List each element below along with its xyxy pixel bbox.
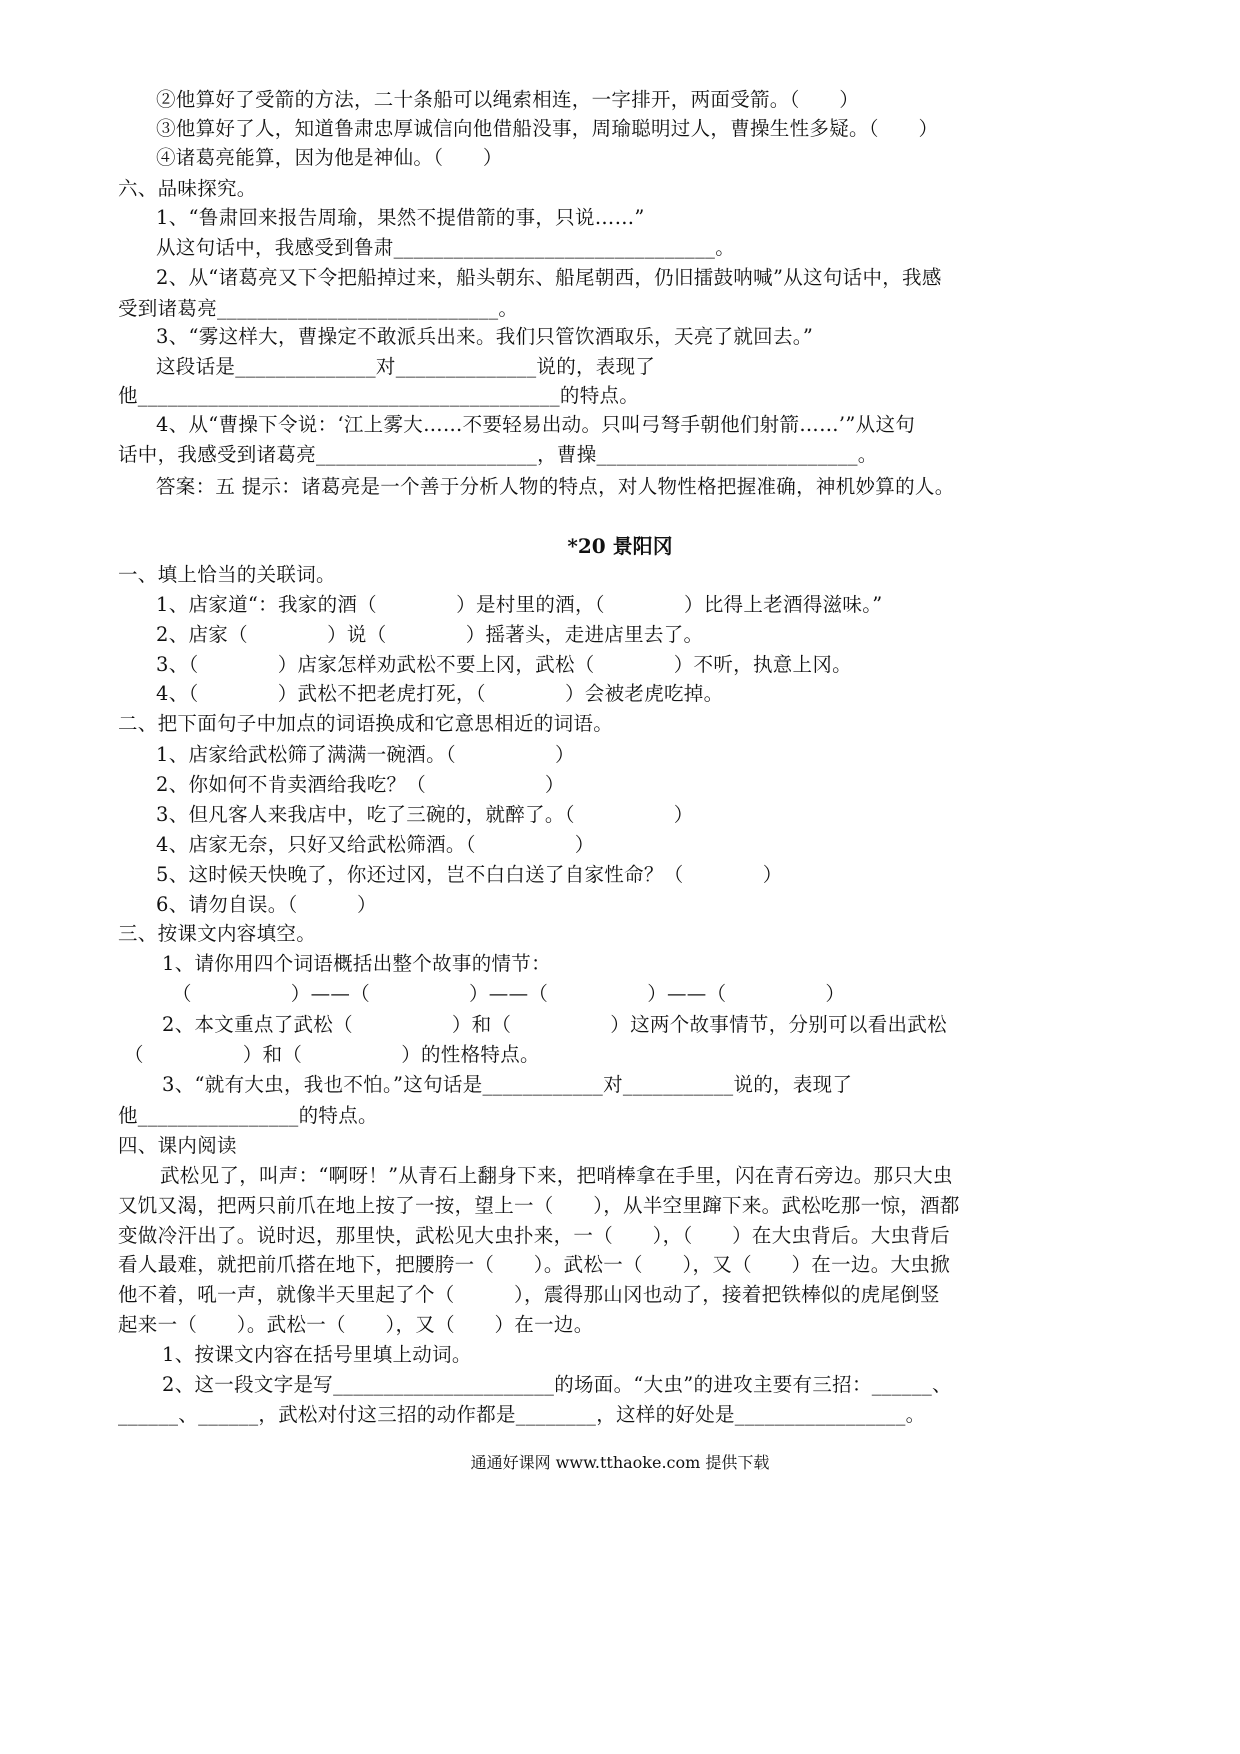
- text-line: 这段话是______________对______________说的，表现了: [156, 355, 656, 378]
- passage-line: 变做冷汗出了。说时迟，那里快，武松见大虫扑来，一（ ），（ ）在大虫背后。大虫背后: [118, 1224, 950, 1247]
- text-line: 2、店家（ ）说（ ）摇著头，走进店里去了。: [156, 623, 704, 646]
- passage-line: 又饥又渴，把两只前爪在地上按了一按，望上一（ ），从半空里蹿下来。武松吃那一惊，酒都: [118, 1194, 960, 1217]
- text-line: （ ）和（ ）的性格特点。: [124, 1043, 540, 1066]
- passage-line: 他不着，吼一声，就像半天里起了个（ ），震得那山冈也动了，接着把铁棒似的虎尾倒竖: [118, 1283, 940, 1306]
- text-line: ④诸葛亮能算，因为他是神仙。（ ）: [156, 146, 503, 169]
- passage-line: 起来一（ ）。武松一（ ），又（ ）在一边。: [118, 1313, 594, 1336]
- text-line: 1、按课文内容在括号里填上动词。: [162, 1343, 472, 1366]
- text-line: 4、从“曹操下令说：‘江上雾大……不要轻易出动。只叫弓弩手朝他们射箭……’”从这句: [156, 413, 916, 436]
- answer-line: 答案：五 提示：诸葛亮是一个善于分析人物的特点，对人物性格把握准确，神机妙算的人。: [156, 475, 955, 498]
- text-line: 从这句话中，我感受到鲁肃________________________________。: [156, 236, 735, 259]
- section-heading: 四、课内阅读: [118, 1134, 237, 1157]
- text-line: 3、但凡客人来我店中，吃了三碗的，就醉了。（ ）: [156, 803, 694, 826]
- passage-line: 看人最难，就把前爪搭在地下，把腰胯一（ ）。武松一（ ），又（ ）在一边。大虫掀: [118, 1253, 950, 1276]
- text-line: 受到诸葛亮____________________________。: [118, 297, 519, 320]
- text-line: （ ）——（ ）——（ ）——（ ）: [172, 982, 846, 1005]
- text-line: 3、“就有大虫，我也不怕。”这句话是____________对___________说的，表现了: [162, 1073, 853, 1096]
- text-line: 6、请勿自误。（ ）: [156, 893, 377, 916]
- text-line: 2、你如何不肯卖酒给我吃？（ ）: [156, 773, 565, 796]
- text-line: 2、从“诸葛亮又下令把船掉过来，船头朝东、船尾朝西，仍旧擂鼓呐喊”从这句话中，我感: [156, 266, 942, 289]
- text-line: 4、店家无奈，只好又给武松筛酒。（ ）: [156, 833, 595, 856]
- section-heading: 二、把下面句子中加点的词语换成和它意思相近的词语。: [118, 712, 614, 735]
- passage-line: 武松见了，叫声：“啊呀！”从青石上翻身下来，把哨棒拿在手里，闪在青石旁边。那只大虫: [160, 1164, 953, 1187]
- text-line: 3、（ ）店家怎样劝武松不要上冈，武松（ ）不听，执意上冈。: [156, 653, 852, 676]
- lesson-title: *20 景阳冈: [567, 534, 673, 558]
- section-heading: 三、按课文内容填空。: [118, 922, 317, 945]
- text-line: 4、（ ）武松不把老虎打死，（ ）会被老虎吃掉。: [156, 682, 724, 705]
- text-line: 话中，我感受到诸葛亮______________________，曹操__________________________。: [118, 443, 878, 466]
- text-line: ______、______，武松对付这三招的动作都是________，这样的好处是_________________。: [118, 1403, 926, 1426]
- text-line: 5、这时候天快晚了，你还过冈，岂不白白送了自家性命？（ ）: [156, 863, 783, 886]
- text-line: 2、这一段文字是写______________________的场面。“大虫”的进攻主要有三招：______、: [162, 1373, 952, 1396]
- text-line: 1、请你用四个词语概括出整个故事的情节：: [162, 952, 551, 975]
- text-line: 1、店家道“：我家的酒（ ）是村里的酒，（ ）比得上老酒得滋味。”: [156, 593, 883, 616]
- text-line: ②他算好了受箭的方法，二十条船可以绳索相连，一字排开，两面受箭。（ ）: [156, 88, 860, 111]
- page-footer: 通通好课网 www.tthaoke.com 提供下载: [470, 1453, 770, 1472]
- text-line: 1、“鲁肃回来报告周瑜，果然不提借箭的事，只说……”: [156, 206, 645, 229]
- text-line: 他________________的特点。: [118, 1104, 378, 1127]
- text-line: 他__________________________________________的特点。: [118, 384, 640, 407]
- text-line: 2、本文重点了武松（ ）和（ ）这两个故事情节，分别可以看出武松: [162, 1013, 947, 1036]
- section-heading: 一、填上恰当的关联词。: [118, 563, 336, 586]
- text-line: ③他算好了人，知道鲁肃忠厚诚信向他借船没事，周瑜聪明过人，曹操生性多疑。（ ）: [156, 117, 939, 140]
- text-line: 1、店家给武松筛了满满一碗酒。（ ）: [156, 743, 575, 766]
- section-heading: 六、品味探究。: [118, 177, 257, 200]
- text-line: 3、“雾这样大，曹操定不敢派兵出来。我们只管饮酒取乐，天亮了就回去。”: [156, 325, 814, 348]
